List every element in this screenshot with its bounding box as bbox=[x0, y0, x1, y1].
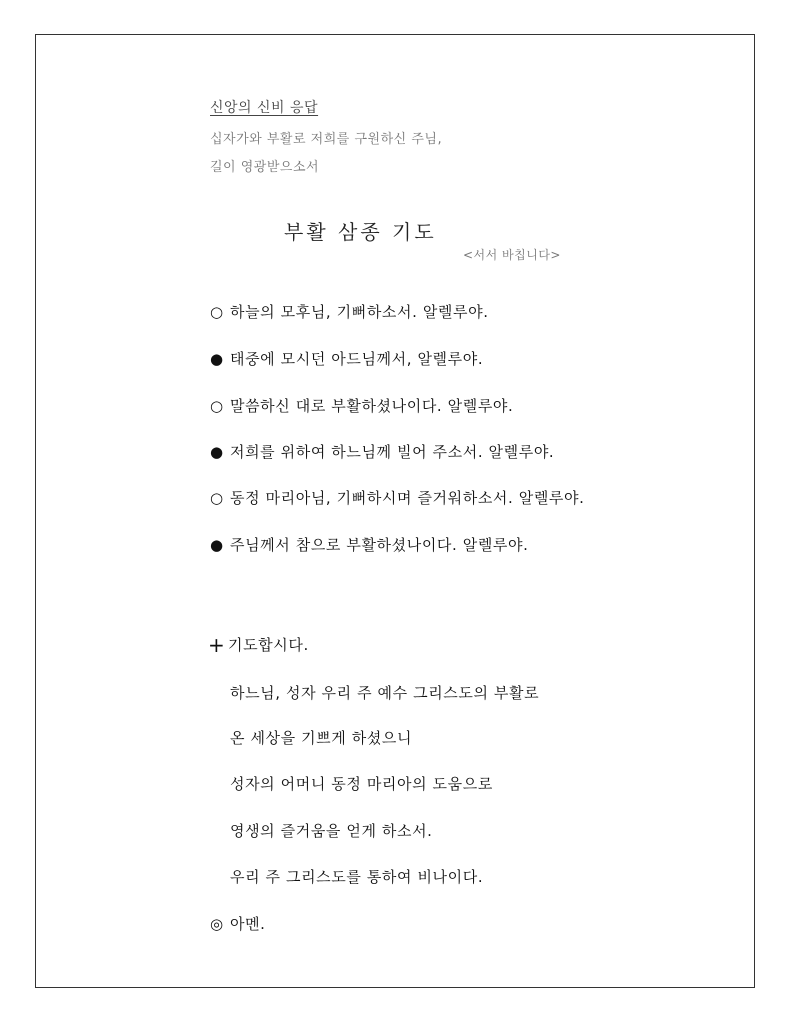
page-frame bbox=[35, 34, 755, 988]
prayer-line-3: 성자의 어머니 동정 마리아의 도움으로 bbox=[230, 775, 493, 793]
verse-4 bbox=[210, 441, 554, 462]
cross-icon: + bbox=[208, 633, 226, 657]
amen-text: 아멘. bbox=[230, 915, 266, 933]
verse-3 bbox=[210, 395, 513, 416]
filled-circle-marker: ● bbox=[210, 443, 224, 461]
prayer-heading bbox=[208, 633, 309, 657]
open-circle-marker: ○ bbox=[210, 303, 224, 321]
header-line-2: 길이 영광받으소서 bbox=[210, 160, 320, 175]
open-circle-marker: ○ bbox=[210, 397, 224, 415]
prayer-heading-text: 기도합시다. bbox=[228, 636, 309, 654]
verse-6 bbox=[210, 534, 528, 555]
open-circle-marker: ○ bbox=[210, 489, 224, 507]
verse-5 bbox=[210, 487, 584, 508]
filled-circle-marker: ● bbox=[210, 536, 224, 554]
double-circle-marker: ◎ bbox=[210, 915, 224, 933]
filled-circle-marker: ● bbox=[210, 350, 224, 368]
verse-text: 동정 마리아님, 기뻐하시며 즐거워하소서. 알렐루야. bbox=[230, 489, 585, 507]
prayer-title: 부활 삼종 기도 bbox=[284, 220, 437, 244]
verse-text: 태중에 모시던 아드님께서, 알렐루야. bbox=[230, 350, 484, 368]
header-line-1: 십자가와 부활로 저희를 구원하신 주님, bbox=[210, 132, 443, 147]
prayer-line-5: 우리 주 그리스도를 통하여 비나이다. bbox=[230, 868, 484, 886]
amen-line bbox=[210, 913, 266, 934]
verse-text: 주님께서 참으로 부활하셨나이다. 알렐루야. bbox=[230, 536, 529, 554]
verse-2 bbox=[210, 348, 483, 369]
prayer-subtitle: <서서 바칩니다> bbox=[463, 248, 561, 262]
header-title: 신앙의 신비 응답 bbox=[210, 100, 319, 116]
prayer-line-4: 영생의 즐거움을 얻게 하소서. bbox=[230, 822, 433, 840]
verse-text: 말씀하신 대로 부활하셨나이다. 알렐루야. bbox=[230, 397, 514, 415]
verse-text: 저희를 위하여 하느님께 빌어 주소서. 알렐루야. bbox=[230, 443, 555, 461]
prayer-line-2: 온 세상을 기쁘게 하셨으니 bbox=[230, 729, 413, 747]
verse-1 bbox=[210, 301, 489, 322]
prayer-line-1: 하느님, 성자 우리 주 예수 그리스도의 부활로 bbox=[230, 684, 540, 702]
verse-text: 하늘의 모후님, 기뻐하소서. 알렐루야. bbox=[230, 303, 489, 321]
